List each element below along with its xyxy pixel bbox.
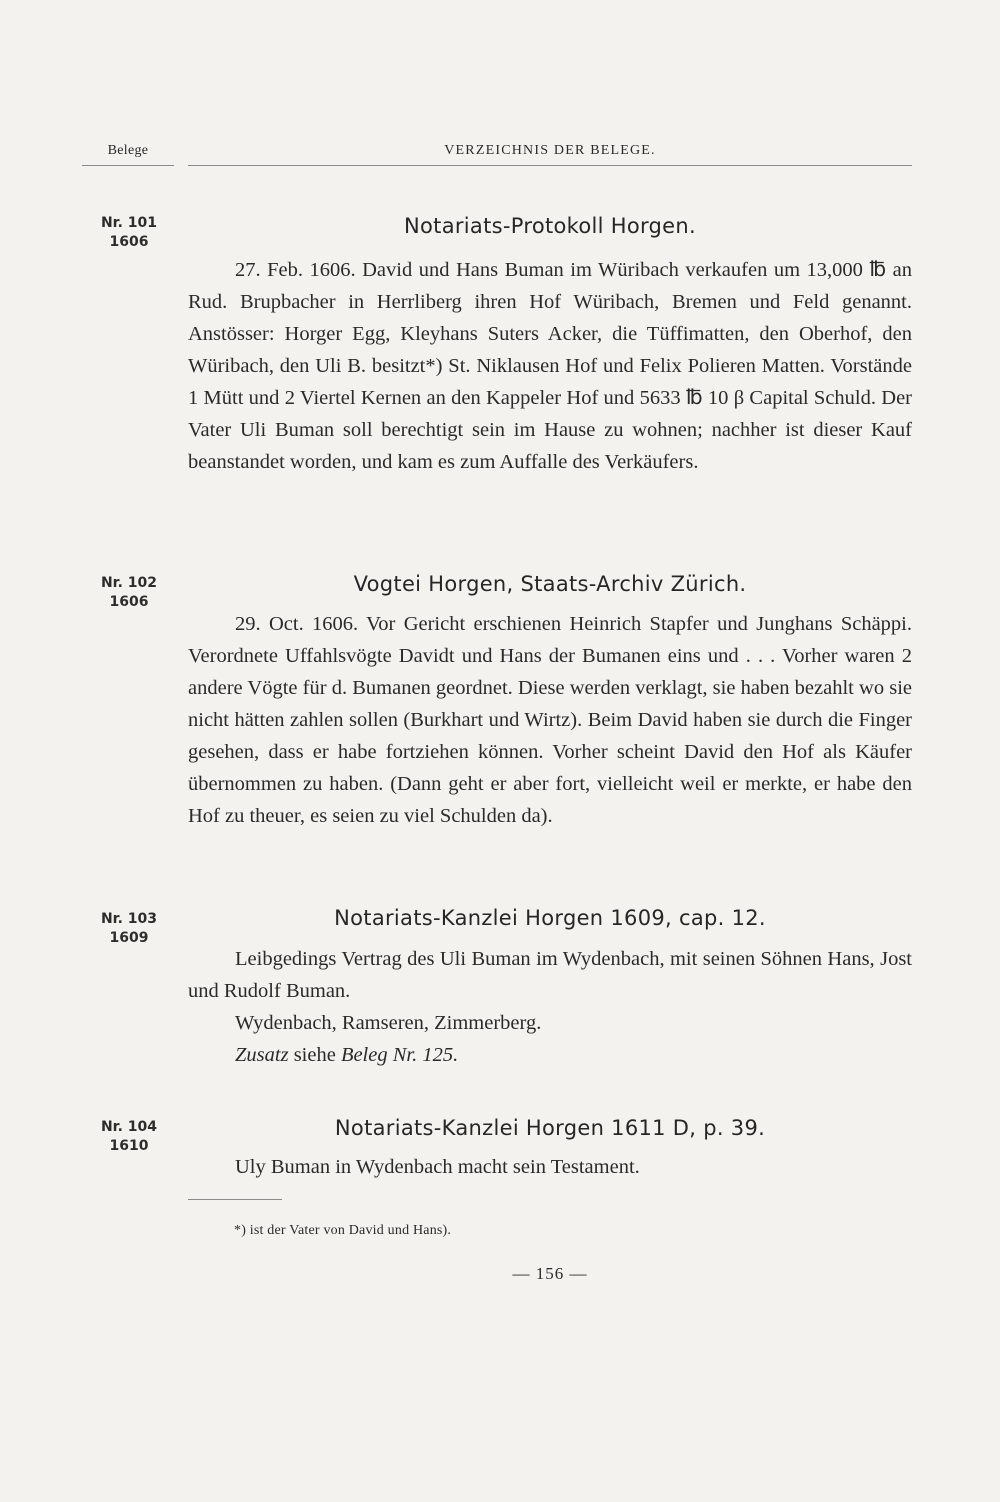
margin-reference [86, 214, 172, 252]
entry-title: Notariats-Protokoll Horgen. [404, 214, 696, 238]
running-header-title: VERZEICHNIS DER BELEGE. [444, 143, 656, 158]
running-header-section: Belege [107, 143, 149, 158]
entry-places: Wydenbach, Ramseren, Zimmerberg. [235, 1012, 542, 1034]
zusatz-reference: Beleg Nr. 125. [340, 1044, 459, 1066]
entry-title: Vogtei Horgen, Staats-Archiv Zürich. [353, 572, 747, 596]
entry-number: Nr. 102 [100, 575, 158, 591]
entry-year: 1606 [109, 234, 149, 250]
entry-number: Nr. 101 [100, 215, 158, 231]
margin-reference [86, 910, 172, 948]
zusatz-connector: siehe [293, 1044, 336, 1066]
header-rule-center [188, 165, 912, 166]
entry-body [188, 608, 912, 832]
entry-text: Leibgedings Vertrag des Uli Buman im Wydenbach, mit seinen Söhnen Hans, Jost und Rudolf Buman. [188, 948, 912, 1002]
margin-reference [86, 574, 172, 612]
entry-year: 1609 [109, 930, 149, 946]
entry-text: 27. Feb. 1606. David und Hans Buman im Würibach verkaufen um 13,000 ℔ an Rud. Brupbacher in Herrliberg ihren Hof Würibach, Bremen und Feld genannt. Anstösser: Horger Egg, Kleyhans Suters Acker, die Tüffimatten, den Oberhof, den Würibach, den Uli B. besitzt*) St. Niklausen Hof und Felix Polieren Matten. Vorstände 1 Mütt und 2 Viertel Kernen an den Kappeler Hof und 5633 ℔ 10 β Capital Schuld. Der Vater Uli Buman soll berechtigt sein im Hause zu wohnen; nachher ist dieser Kauf beanstandet worden, und kam es zum Auffalle des Verkäufers. [188, 259, 912, 473]
margin-reference [86, 1118, 172, 1156]
entry-text: Uly Buman in Wydenbach macht sein Testament. [235, 1156, 640, 1178]
entry-number: Nr. 103 [100, 911, 158, 927]
entry-year: 1610 [109, 1138, 149, 1154]
entry-body [188, 1151, 912, 1183]
entry-body [188, 254, 912, 478]
page-number: — 156 — [512, 1264, 588, 1283]
entry-title: Notariats-Kanzlei Horgen 1611 D, p. 39. [334, 1116, 766, 1140]
entry-title: Notariats-Kanzlei Horgen 1609, cap. 12. [334, 906, 766, 930]
entry-text: 29. Oct. 1606. Vor Gericht erschienen Heinrich Stapfer und Junghans Schäppi. Verordnete Uffahlsvögte Davidt und Hans der Bumanen eins und . . . Vorher waren 2 andere Vögte für d. Bumanen geordnet. Diese werden verklagt, sie haben bezahlt wo sie nicht hätten zahlen sollen (Burkhart und Wirtz). Beim David haben sie durch die Finger gesehen, dass er habe fortziehen können. Vorher scheint David den Hof als Käufer übernommen zu haben. (Dann geht er aber fort, vielleicht weil er merkte, er habe den Hof zu theuer, es seien zu viel Schulden da). [188, 613, 912, 827]
entry-zusatz [188, 1039, 912, 1071]
zusatz-label: Zusatz [235, 1044, 289, 1066]
footnote-rule [188, 1199, 282, 1200]
entry-number: Nr. 104 [100, 1119, 158, 1135]
footnote: *) ist der Vater von David und Hans). [234, 1223, 452, 1238]
header-rule-left [82, 165, 174, 166]
entry-year: 1606 [109, 594, 149, 610]
entry-body [188, 943, 912, 1071]
